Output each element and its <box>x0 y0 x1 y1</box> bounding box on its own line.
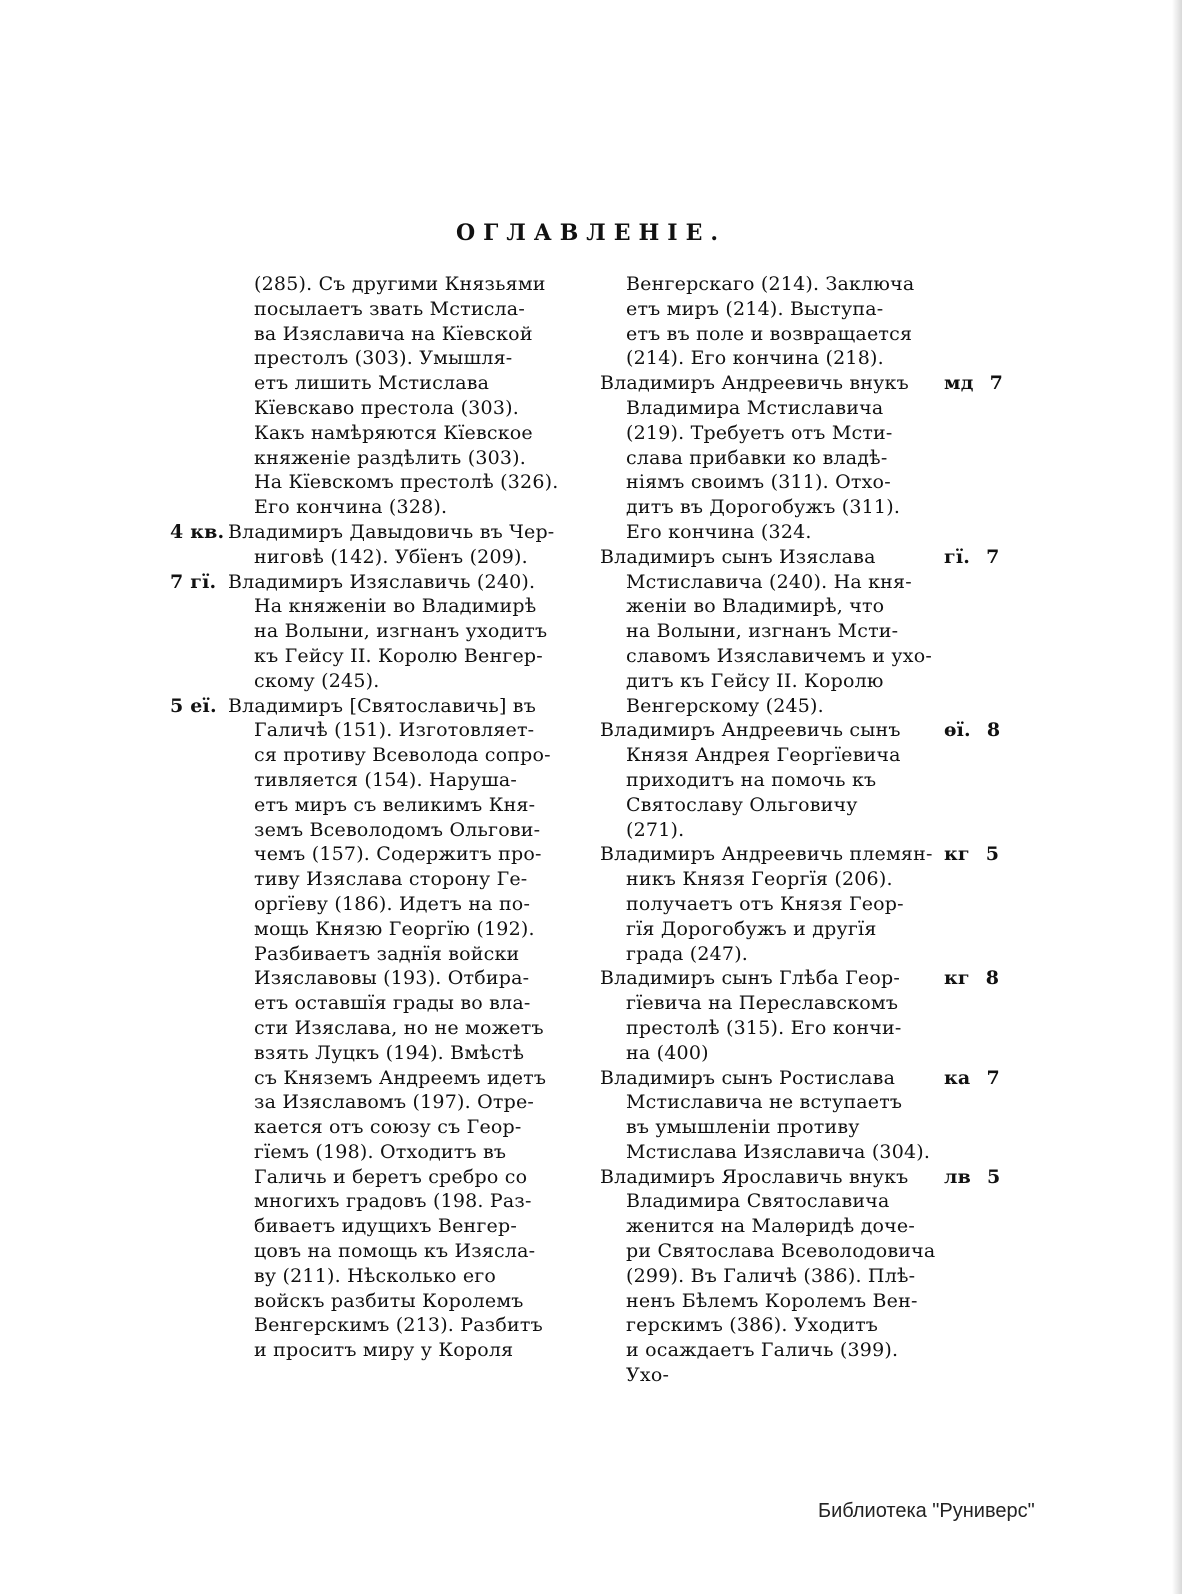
entry-line: Владимира Святославича <box>626 1190 890 1213</box>
right-column <box>600 272 1010 1388</box>
entry-line: взять Луцкъ (194). Вмѣстѣ <box>254 1041 525 1064</box>
entry-line: женiи во Владимирѣ, что <box>626 595 885 618</box>
marginal-mark <box>944 1165 1000 1190</box>
entry-line: въ умышленiи противу <box>626 1116 860 1139</box>
entry-line: Владимиръ Изяславичь (240). <box>228 570 536 593</box>
entry-line: биваетъ идущихъ Венгер- <box>254 1215 517 1238</box>
left-column <box>170 272 580 1363</box>
entry-line: етъ въ поле и возвращается <box>626 322 913 345</box>
left-entry <box>170 694 580 1364</box>
entry-line: Какъ намѣряются Кïевское <box>254 421 533 444</box>
entry-line: етъ миръ (214). Выступа- <box>626 297 884 320</box>
right-entry <box>600 966 1010 1065</box>
entry-line: Владимиръ Андреевичь сынъ <box>600 719 901 742</box>
marginal-mark <box>944 718 1000 743</box>
entry-line: дитъ къ Гейсу II. Королю <box>626 669 884 692</box>
entry-line: Владимиръ Андреевичь внукъ <box>600 372 909 395</box>
entry-line: получаетъ отъ Князя Геор- <box>626 892 904 915</box>
entry-line: Владимиръ [Святославичь] въ <box>228 694 536 717</box>
catchword: Ухо- <box>626 1364 670 1387</box>
entry-line: къ Гейсу II. Королю Венгер- <box>254 644 543 667</box>
left-entry <box>170 570 580 694</box>
marginal-mark <box>944 842 999 867</box>
entry-line: Галичѣ (151). Изготовляет- <box>254 719 535 742</box>
entry-line: княженiе раздѣлить (303). <box>254 446 527 469</box>
entry-line: Венгерскимъ (213). Разбитъ <box>254 1314 543 1337</box>
marginal-mark: 5 еï. <box>170 694 217 717</box>
library-watermark: Библиотека "Руниверс" <box>818 1500 1035 1522</box>
right-entry <box>600 1165 1010 1363</box>
entry-line: Владимиръ Давыдовичь въ Чер- <box>228 520 555 543</box>
entry-line: (285). Съ другими Князьями <box>254 273 546 295</box>
right-entry <box>600 718 1010 842</box>
marginal-mark: 7 гï. <box>170 570 217 593</box>
entry-line: и проситъ миру у Короля <box>254 1339 514 1362</box>
marginal-number: 7 <box>986 545 1000 568</box>
entry-line: Владимиръ сынъ Изяслава <box>600 545 876 568</box>
left-entry <box>170 272 580 520</box>
entry-line: на (400) <box>626 1041 709 1064</box>
entry-line: ниговѣ (142). Убïенъ (209). <box>254 545 528 568</box>
page-title: ОГЛАВЛЕНIЕ. <box>455 220 727 246</box>
entry-line: ри Святослава Всеволодовича <box>626 1240 936 1263</box>
entry-line: Мстиславича не вступаетъ <box>626 1091 903 1114</box>
entry-line: (219). Требуетъ отъ Мсти- <box>626 421 893 444</box>
entry-line: гïемъ (198). Отходитъ въ <box>254 1140 507 1163</box>
entry-line: Разбиваетъ заднïя войски <box>254 942 520 965</box>
entry-line: гïевича на Переславскомъ <box>626 992 899 1015</box>
marginal-number: 8 <box>986 719 1001 742</box>
marginal-mark <box>944 371 1003 396</box>
entry-line: герскимъ (386). Уходитъ <box>626 1314 879 1337</box>
entry-line: цовъ на помощь къ Изясла- <box>254 1240 536 1263</box>
entry-line: слава прибавки ко владѣ- <box>626 446 888 469</box>
right-entry <box>600 272 1010 371</box>
entry-line: славомъ Изяславичемъ и ухо- <box>626 644 932 667</box>
entry-line: Владимиръ сынъ Глѣба Геор- <box>600 967 900 990</box>
marginal-letter: ѳï. <box>944 719 971 742</box>
entry-line: Венгерскому (245). <box>626 694 824 717</box>
entry-line: Мстислава Изяславича (304). <box>626 1140 931 1163</box>
entry-line: Владимиръ сынъ Ростислава <box>600 1066 896 1089</box>
marginal-letter: кг <box>944 843 970 866</box>
right-entry <box>600 1066 1010 1165</box>
entry-line: етъ миръ съ великимъ Кня- <box>254 793 536 816</box>
entry-line: На княженiи во Владимирѣ <box>254 595 537 618</box>
entry-line: Владимиръ Андреевичь племян- <box>600 843 933 866</box>
entry-line: На Кïевскомъ престолѣ (326). <box>254 471 559 494</box>
entry-line: на Волыни, изгнанъ уходитъ <box>254 620 548 643</box>
marginal-letter: гï. <box>944 545 971 568</box>
entry-line: града (247). <box>626 942 749 965</box>
marginal-letter: кг <box>944 967 970 990</box>
entry-line: Венгерскаго (214). Заключа <box>626 273 915 295</box>
marginal-letter: ка <box>944 1066 971 1089</box>
left-entry <box>170 520 580 570</box>
entry-line: Его кончина (328). <box>254 496 448 519</box>
right-entry <box>600 371 1010 545</box>
right-entry <box>600 842 1010 966</box>
marginal-letter: мд <box>944 372 974 395</box>
entry-line: тивляется (154). Наруша- <box>254 768 517 791</box>
entry-line: (299). Въ Галичѣ (386). Плѣ- <box>626 1264 916 1287</box>
entry-line: посылаетъ звать Мстисла- <box>254 297 525 320</box>
entry-line: етъ оставшïя грады во вла- <box>254 992 531 1015</box>
entry-line: съ Княземъ Андреемъ идетъ <box>254 1066 547 1089</box>
entry-line: оргïеву (186). Идетъ на по- <box>254 892 531 915</box>
entry-line: Его кончина (324. <box>626 520 812 543</box>
entry-line: земъ Всеволодомъ Ольгови- <box>254 818 541 841</box>
entry-line: ненъ Бѣлемъ Королемъ Вен- <box>626 1289 918 1312</box>
entry-line: Князя Андрея Георгïевича <box>626 744 901 767</box>
entry-line: гïя Дорогобужъ и другïя <box>626 917 877 940</box>
entry-line: скому (245). <box>254 669 380 692</box>
entry-line: Владимиръ Ярославичь внукъ <box>600 1165 909 1188</box>
entry-line: мощь Князю Георгïю (192). <box>254 917 535 940</box>
entry-line: тиву Изяслава сторону Ге- <box>254 868 528 891</box>
marginal-mark <box>944 1066 1000 1091</box>
entry-line: престолъ (303). Умышля- <box>254 347 513 370</box>
entry-line: Святославу Ольговичу <box>626 793 858 816</box>
entry-line: никъ Князя Георгïя (206). <box>626 868 893 891</box>
entry-line: етъ лишить Мстислава <box>254 372 490 395</box>
entry-line: престолѣ (315). Его кончи- <box>626 1016 902 1039</box>
entry-line: приходитъ на помочь къ <box>626 768 877 791</box>
marginal-mark <box>944 545 1000 570</box>
entry-line: кается отъ союзу съ Геор- <box>254 1116 522 1139</box>
entry-line: дитъ въ Дорогобужъ (311). <box>626 496 901 519</box>
entry-line: (271). <box>626 818 685 841</box>
entry-line: сти Изяслава, но не можетъ <box>254 1016 544 1039</box>
marginal-number: 8 <box>985 967 1000 990</box>
marginal-number: 7 <box>986 1066 1000 1089</box>
entry-line: женится на Малѳридѣ доче- <box>626 1215 915 1238</box>
entry-line: Кïевскаво престола (303). <box>254 396 519 419</box>
entry-line: (214). Его кончина (218). <box>626 347 884 370</box>
entry-line: нiямъ своимъ (311). Отхо- <box>626 471 891 494</box>
marginal-mark <box>944 966 999 991</box>
entry-line: Изяславовы (193). Отбира- <box>254 967 530 990</box>
marginal-number: 7 <box>989 372 1003 395</box>
marginal-number: 5 <box>987 1165 1001 1188</box>
entry-line: многихъ градовъ (198. Раз- <box>254 1190 532 1213</box>
entry-line: Галичь и беретъ сребро со <box>254 1165 528 1188</box>
entry-line: за Изяславомъ (197). Отре- <box>254 1091 535 1114</box>
entry-line: Мстиславича (240). На кня- <box>626 570 912 593</box>
marginal-letter: лв <box>944 1165 971 1188</box>
entry-line: на Волыни, изгнанъ Мсти- <box>626 620 899 643</box>
entry-line: ва Изяславича на Кïевской <box>254 322 533 345</box>
entry-line: ся противу Всеволода сопро- <box>254 744 551 767</box>
marginal-number: 5 <box>985 843 1000 866</box>
entry-line: чемъ (157). Содержитъ про- <box>254 843 542 866</box>
entry-line: Владимира Мстиславича <box>626 396 884 419</box>
right-entry <box>600 545 1010 719</box>
entry-line: войскъ разбиты Королемъ <box>254 1289 524 1312</box>
entry-line: ву (211). Нѣсколько его <box>254 1264 497 1287</box>
marginal-mark: 4 кв. <box>170 520 225 543</box>
entry-line: и осаждаетъ Галичь (399). <box>626 1339 899 1362</box>
